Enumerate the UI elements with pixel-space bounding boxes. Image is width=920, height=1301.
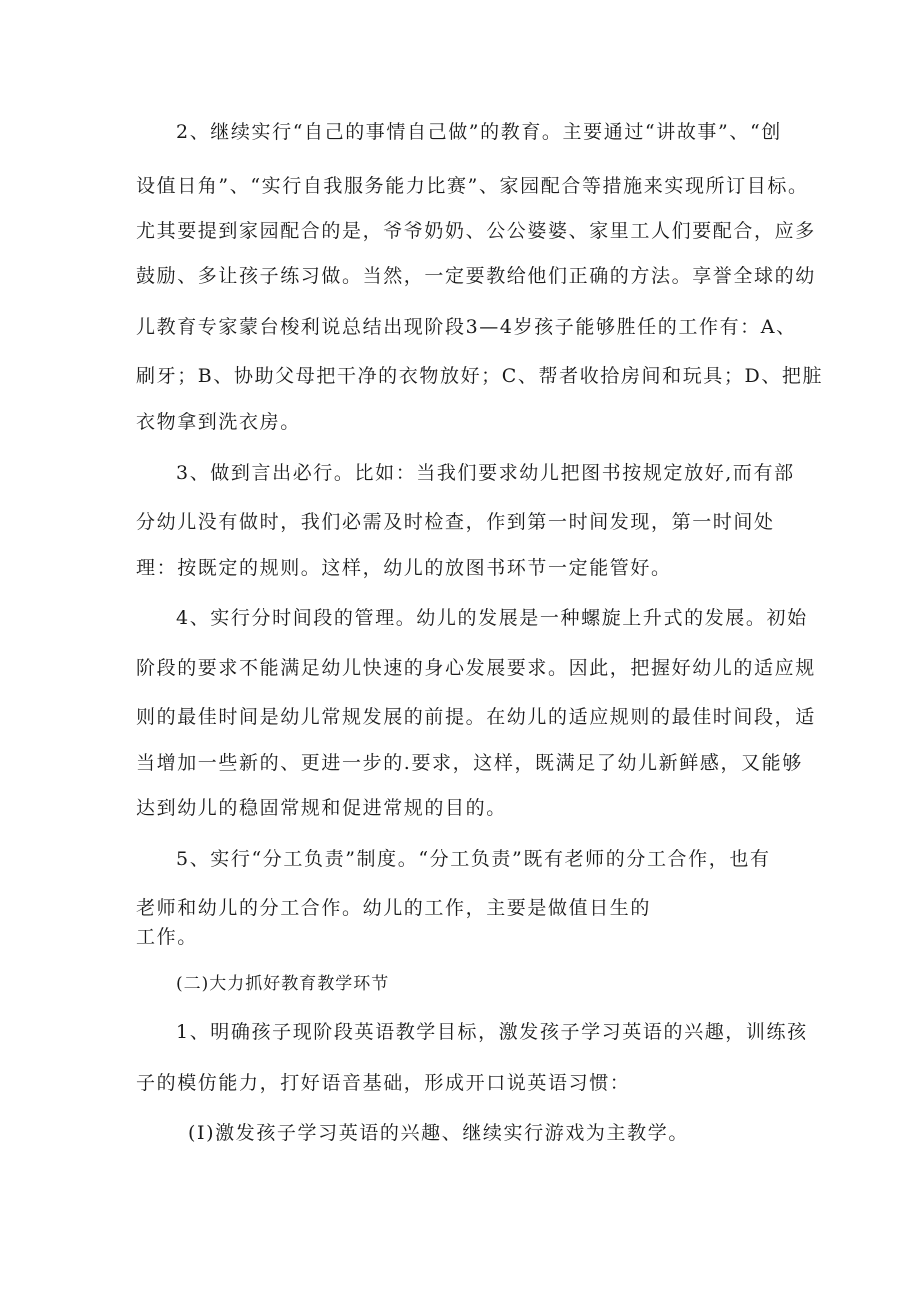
paragraph-2-line-1: 2、继续实行“自己的事情自己做”的教育。主要通过“讲故事”、“创 [176,121,782,143]
paragraph-3-line-3: 理：按既定的规则。这样，幼儿的放图书环节一定能管好。 [136,557,672,579]
paragraph-2-line-2: 设值日角”、“实行自我服务能力比赛”、家园配合等措施来实现所订目标。 [136,175,809,197]
paragraph-5-line-3: 工作。 [136,926,198,948]
paragraph-2-line-3: 尤其要提到家园配合的是，爷爷奶奶、公公婆婆、家里工人们要配合，应多 [136,220,816,242]
paragraph-5-line-1: 5、实行“分工负责”制度。“分工负责”既有老师的分工合作，也有 [176,848,771,870]
section-heading-2: (二)大力抓好教育教学环节 [176,974,390,994]
item-1-line-1: 1、明确孩子现阶段英语教学目标，激发孩子学习英语的兴趣，训练孩 [176,1021,808,1043]
item-1-line-2: 子的模仿能力，打好语音基础，形成开口说英语习惯： [136,1072,631,1094]
subitem-1: (I)激发孩子学习英语的兴趣、继续实行游戏为主教学。 [188,1122,689,1144]
paragraph-3-line-1: 3、做到言出必行。比如：当我们要求幼儿把图书按规定放好,而有部 [176,462,795,484]
paragraph-4-line-2: 阶段的要求不能满足幼儿快速的身心发展要求。因此，把握好幼儿的适应规 [136,657,816,679]
paragraph-4-line-4: 当增加一些新的、更进一步的.要求，这样，既满足了幼儿新鲜感，又能够 [136,752,803,774]
paragraph-2-line-4: 鼓励、多让孩子练习做。当然，一定要教给他们正确的方法。享誉全球的幼 [136,265,816,287]
paragraph-4-line-3: 则的最佳时间是幼儿常规发展的前提。在幼儿的适应规则的最佳时间段，适 [136,706,816,728]
paragraph-4-line-5: 达到幼儿的稳固常规和促进常规的目的。 [136,797,507,819]
paragraph-4-line-1: 4、实行分时间段的管理。幼儿的发展是一种螺旋上升式的发展。初始 [176,607,808,629]
paragraph-3-line-2: 分幼儿没有做时，我们必需及时检查，作到第一时间发现，第一时间处 [136,511,775,533]
paragraph-5-line-2: 老师和幼儿的分工合作。幼儿的工作，主要是做值日生的 [136,897,652,919]
paragraph-2-line-5: 儿教育专家蒙台梭利说总结出现阶段3—4岁孩子能够胜任的工作有：A、 [136,316,797,338]
paragraph-2-line-7: 衣物拿到洗衣房。 [136,411,301,433]
paragraph-2-line-6: 刷牙；B、协助父母把干净的衣物放好；C、帮者收拾房间和玩具；D、把脏 [136,365,824,387]
